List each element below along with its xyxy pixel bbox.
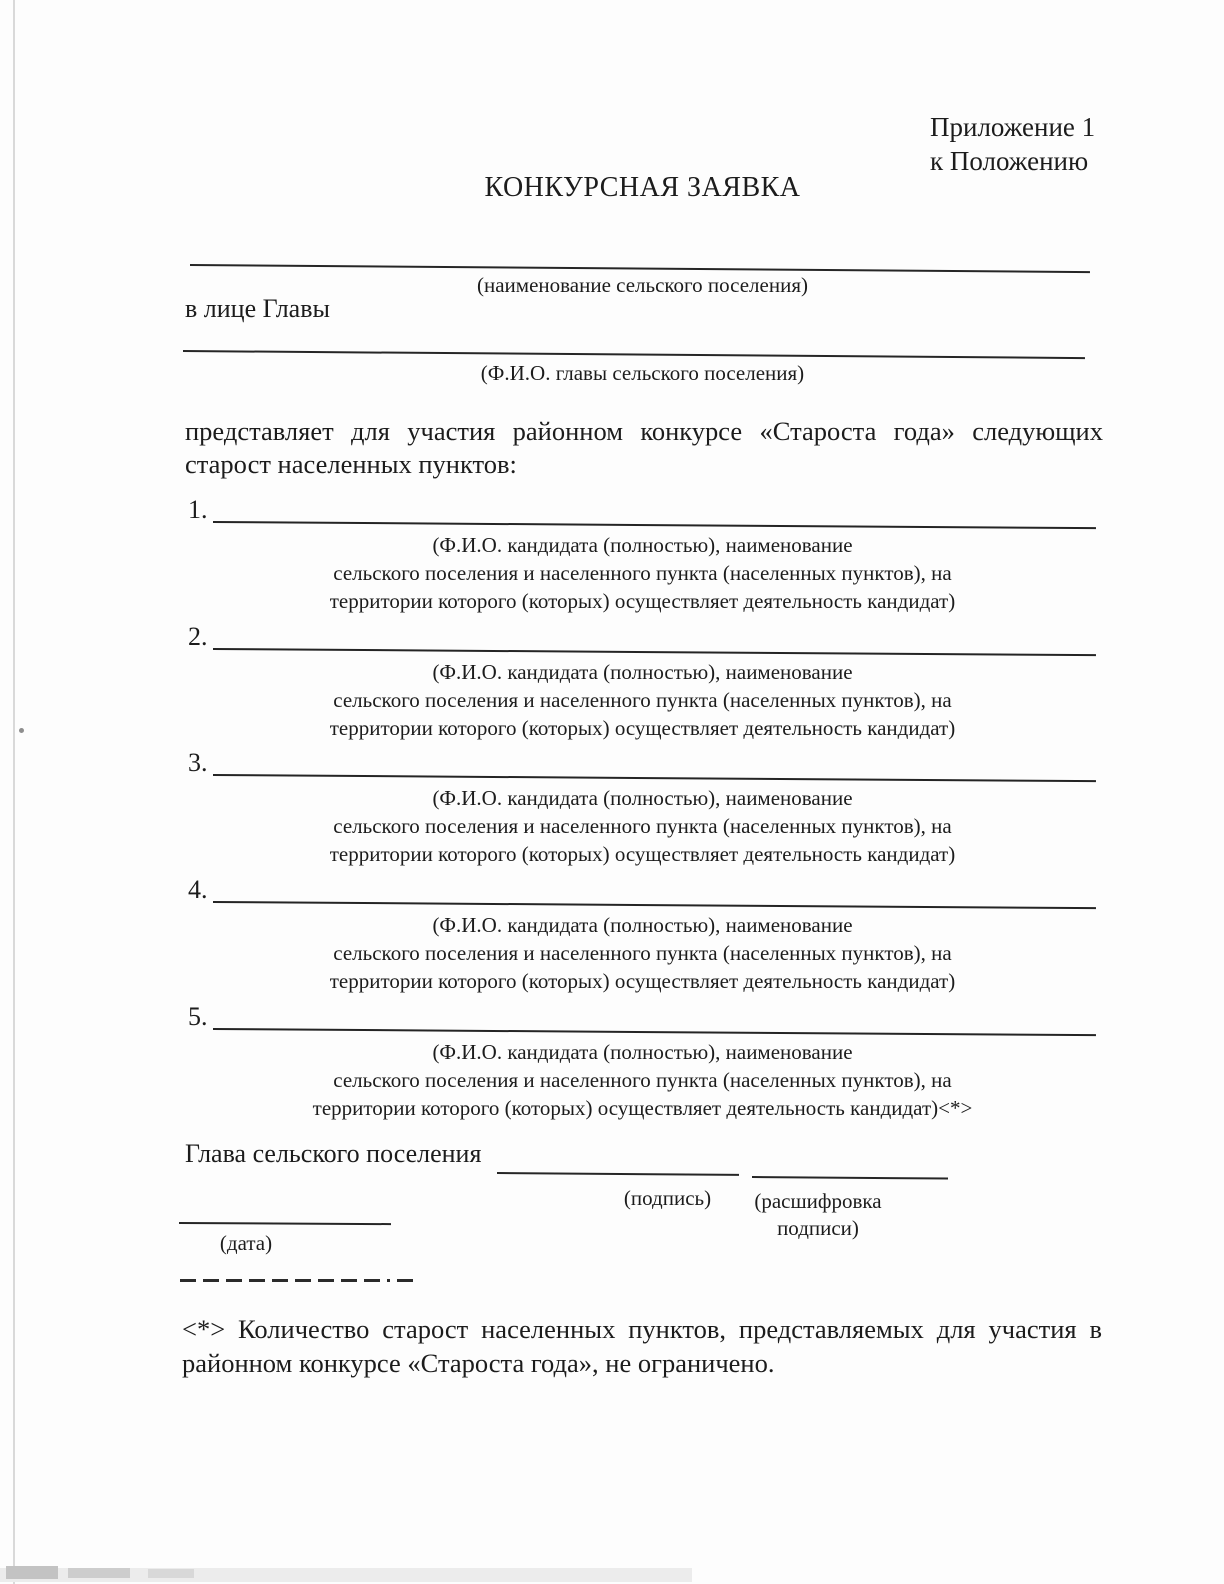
- caption-line: (Ф.И.О. кандидата (полностью), наименование: [432, 913, 853, 937]
- item-number: 5.: [188, 1002, 208, 1031]
- caption-line: (Ф.И.О. кандидата (полностью), наименование: [432, 660, 853, 684]
- candidate-blank-line: [213, 901, 1096, 909]
- item-number: 2.: [188, 622, 208, 651]
- candidate-item-5: [185, 1002, 1100, 1120]
- caption-line: сельского поселения и населенного пункта (населенных пунктов), на: [333, 1068, 952, 1092]
- caption-line: сельского поселения и населенного пункта (населенных пунктов), на: [333, 814, 952, 838]
- scan-patch-artifact: [6, 1566, 58, 1579]
- caption-line: сельского поселения и населенного пункта (населенных пунктов), на: [333, 941, 952, 965]
- candidate-item-4: [185, 875, 1100, 993]
- candidate-caption: [185, 911, 1100, 995]
- caption-line: территории которого (которых) осуществляет деятельность кандидат)<*>: [312, 1096, 973, 1120]
- candidate-blank-line: [213, 648, 1096, 656]
- caption-line: территории которого (которых) осуществляет деятельность кандидат): [329, 716, 956, 740]
- dashed-divider: [180, 1279, 390, 1282]
- caption-line: территории которого (которых) осуществляет деятельность кандидат): [329, 969, 956, 993]
- appendix-reference: [930, 110, 1095, 178]
- appendix-line-1: Приложение 1: [930, 112, 1096, 142]
- document-title: КОНКУРСНАЯ ЗАЯВКА: [484, 172, 801, 203]
- date-caption: (дата): [219, 1231, 273, 1255]
- item-number: 3.: [188, 748, 208, 777]
- footnote-text: <*> Количество старост населенных пунктов, представляемых для участия в районном конкурсе «Староста года», не ограничено.: [182, 1314, 1102, 1378]
- caption-line: (Ф.И.О. кандидата (полностью), наименование: [432, 786, 853, 810]
- caption-line: территории которого (которых) осуществляет деятельность кандидат): [329, 842, 956, 866]
- caption-line: (Ф.И.О. кандидата (полностью), наименование: [432, 533, 853, 557]
- signature-caption: (подпись): [623, 1186, 712, 1210]
- scan-patch-artifact: [68, 1568, 130, 1578]
- caption-line: сельского поселения и населенного пункта (населенных пунктов), на: [333, 561, 952, 585]
- signature-blank-line: [497, 1172, 739, 1176]
- date-blank-line: [179, 1222, 391, 1225]
- candidate-caption: [185, 1038, 1100, 1122]
- candidate-caption: [185, 658, 1100, 742]
- signature-transcript-caption: (расшифровка подписи): [754, 1189, 882, 1240]
- scan-patch-artifact: [148, 1569, 194, 1578]
- item-number: 1.: [188, 495, 208, 524]
- candidate-blank-line: [213, 1028, 1096, 1036]
- settlement-name-caption: (наименование сельского поселения): [477, 273, 808, 297]
- candidate-caption: [185, 784, 1100, 868]
- candidate-caption: [185, 531, 1100, 615]
- signature-transcript-blank-line: [752, 1176, 948, 1180]
- candidate-blank-line: [213, 774, 1096, 782]
- head-name-blank-line: [183, 350, 1085, 359]
- in-person-label: в лице Главы: [185, 294, 330, 323]
- head-name-caption: (Ф.И.О. главы сельского поселения): [480, 361, 805, 385]
- candidate-item-1: [185, 495, 1100, 613]
- intro-paragraph: представляет для участия районном конкурсе «Староста года» следующих старост населенных пунктов:: [185, 416, 1103, 479]
- scan-speck-artifact: [19, 728, 24, 733]
- caption-line: сельского поселения и населенного пункта (населенных пунктов), на: [333, 688, 952, 712]
- caption-line: территории которого (которых) осуществляет деятельность кандидат): [329, 589, 956, 613]
- appendix-line-2: к Положению: [930, 146, 1089, 176]
- scan-edge-artifact: [13, 0, 15, 1584]
- candidate-item-3: [185, 748, 1100, 866]
- caption-line: (Ф.И.О. кандидата (полностью), наименование: [432, 1040, 853, 1064]
- candidate-item-2: [185, 622, 1100, 740]
- item-number: 4.: [188, 875, 208, 904]
- dashed-divider-end: [397, 1279, 413, 1282]
- signature-label: Глава сельского поселения: [185, 1139, 482, 1168]
- candidate-blank-line: [213, 521, 1096, 529]
